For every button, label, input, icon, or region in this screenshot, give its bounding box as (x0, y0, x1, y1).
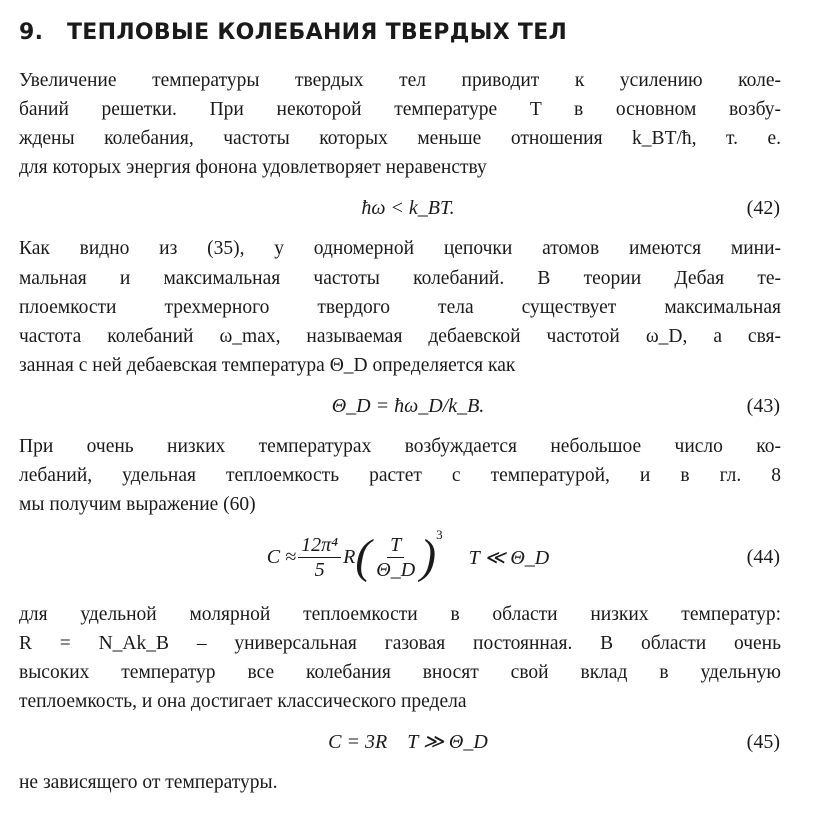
eq44-fraction-denominator: 5 (314, 558, 325, 581)
para2-line-4: частота колебаний ω_max, называемая дебаевской частотой ω_D, а свя- (19, 326, 781, 347)
equation-number-44: (44) (746, 546, 780, 568)
eq44-fraction (298, 533, 341, 582)
eq44-inner-denominator: Θ_D (376, 558, 416, 581)
para2-line-5: занная с ней дебаевская температура Θ_D определяется как (19, 355, 516, 376)
equation-43: Θ_D = ħω_D/k_B. (331, 395, 485, 417)
equation-42: ħω < k_BT. (361, 197, 455, 219)
eq44-right-paren: ) (420, 530, 437, 583)
para4-line-2: R = N_Ak_B – универсальная газовая постоянная. В области очень (19, 633, 781, 654)
para4-line-3: высоких температур все колебания вносят свой вклад в удельную (19, 662, 781, 683)
para2-line-2: мальная и максимальная частоты колебаний. В теории Дебая те- (19, 268, 781, 289)
section-title: ТЕПЛОВЫЕ КОЛЕБАНИЯ ТВЕРДЫХ ТЕЛ (67, 20, 568, 45)
eq44-inner-numerator: T (387, 533, 404, 558)
para3-line-1: При очень низких температурах возбуждается небольшое число ко- (19, 436, 781, 457)
equation-number-43: (43) (746, 395, 780, 417)
eq44-lhs: C ≈ (266, 545, 297, 568)
para3-line-3: мы получим выражение (60) (19, 494, 256, 515)
para4-line-4: теплоемкость, и она достигает классического предела (19, 691, 467, 712)
eq44-power: 3 (436, 527, 443, 542)
equation-number-42: (42) (746, 197, 780, 219)
equation-45: C = 3R T ≫ Θ_D (328, 731, 488, 753)
para3-line-2: лебаний, удельная теплоемкость растет с температурой, и в гл. 8 (19, 465, 781, 486)
para1-line-2: баний решетки. При некоторой температуре T в основном возбу- (19, 99, 781, 120)
section-heading (19, 20, 567, 45)
para1-line-1: Увеличение температуры твердых тел приводит к усилению коле- (19, 70, 781, 91)
para2-line-3: плоемкости трехмерного твердого тела существует максимальная (19, 297, 781, 318)
eq44-fraction-numerator: 12π⁴ (298, 533, 341, 558)
para4-line-1: для удельной молярной теплоемкости в области низких температур: (19, 604, 781, 625)
eq44-inner-fraction (373, 533, 418, 582)
eq44-left-paren: ( (355, 530, 372, 583)
section-number: 9. (19, 20, 44, 45)
para2-line-1: Как видно из (35), у одномерной цепочки атомов имеются мини- (19, 238, 781, 259)
para1-line-3: ждены колебания, частоты которых меньше отношения k_BT/ħ, т. е. (19, 128, 781, 149)
eq44-condition: T ≪ Θ_D (468, 546, 550, 569)
para5-line-1: не зависящего от температуры. (19, 772, 278, 793)
equation-44 (0, 524, 816, 590)
eq44-r: R (343, 545, 356, 568)
para1-line-4: для которых энергия фонона удовлетворяет неравенству (19, 157, 487, 178)
equation-number-45: (45) (746, 731, 780, 753)
